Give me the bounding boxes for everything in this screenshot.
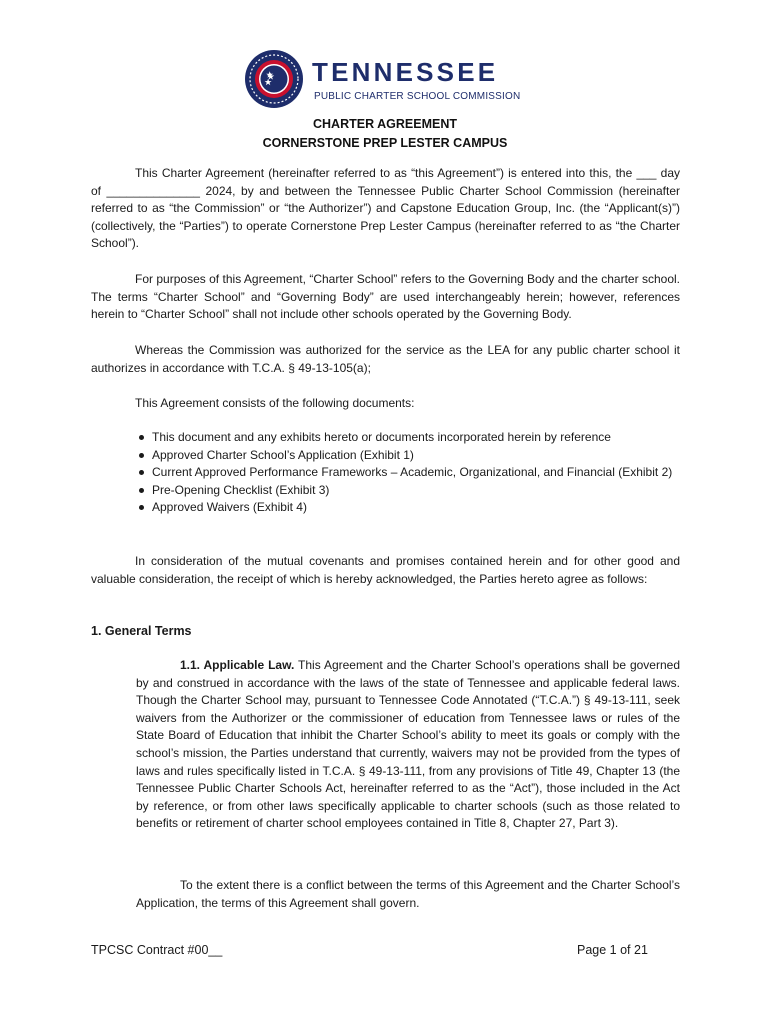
tennessee-seal-icon xyxy=(244,49,304,109)
document-subtitle: CORNERSTONE PREP LESTER CAMPUS xyxy=(262,136,508,150)
org-name: TENNESSEE xyxy=(312,57,499,87)
org-subtitle: PUBLIC CHARTER SCHOOL COMMISSION xyxy=(314,91,521,102)
conflict-clause: To the extent there is a conflict between the terms of this Agreement and the Charter School’s Application, the terms of this Agreement shall govern. xyxy=(136,878,680,910)
consideration-paragraph: In consideration of the mutual covenants and promises contained herein and for other good and valuable consideration, the receipt of which is hereby acknowledged, the Parties hereto agree as follows: xyxy=(91,554,680,586)
clause-applicable-law xyxy=(136,657,680,833)
section-title-general-terms: 1. General Terms xyxy=(91,624,192,638)
clause-label: 1.1. Applicable Law. xyxy=(180,658,295,672)
clause-body: This Agreement and the Charter School’s operations shall be governed by and construed in accordance with the laws of the state of Tennessee and applicable federal laws. Though the Charter School may, pursuant to Tennessee Code Annotated (“T.C.A.”) § 49-13-111, seek waivers from the Authorizer or the commissioner of education from Tennessee laws or rules of the State Board of Education that inhibit the Charter School’s ability to meet its goals or comply with the school’s mission, the Parties understand that currently, waivers may not be provided from the types of laws and rules specifically listed in T.C.A. § 49-13-111, from any provisions of Title 49, Chapter 13 (the Tennessee Public Charter Schools Act, hereinafter referred to as the “Act”), those included in the Act by reference, or from other laws specifically applicable to charter schools (such as those related to benefits or retirement of charter school employees contained in Title 8, Chapter 27, Part 3). xyxy=(136,658,680,831)
contract-id: TPCSC Contract #00__ xyxy=(91,943,223,957)
commission-logo xyxy=(244,49,534,109)
list-item: This document and any exhibits hereto or documents incorporated herein by reference xyxy=(152,429,698,447)
intro-paragraph: This Charter Agreement (hereinafter referred to as “this Agreement”) is entered into this, the ___ day of ______________ 2024, by and between the Tennessee Public Charter School Commission (hereinafter referred to as “the Commission” or “the Authorizer”) and Capstone Education Group, Inc. (the “Applicant(s)”) (collectively, the “Parties”) to operate Cornerstone Prep Lester Campus (hereinafter referred to as “the Charter School”). xyxy=(91,166,680,251)
documents-intro: This Agreement consists of the following documents: xyxy=(135,396,415,410)
list-item: Pre-Opening Checklist (Exhibit 3) xyxy=(152,482,698,500)
page-number: Page 1 of 21 xyxy=(577,943,648,957)
definition-paragraph: For purposes of this Agreement, “Charter School” refers to the Governing Body and the charter school. The terms “Charter School” and “Governing Body” are used interchangeably herein; however, references herein to “Charter School” shall not include other schools operated by the Governing Body. xyxy=(91,272,680,322)
list-item: Approved Charter School’s Application (Exhibit 1) xyxy=(152,447,698,465)
documents-list xyxy=(136,429,698,517)
whereas-paragraph: Whereas the Commission was authorized for the service as the LEA for any public charter school it authorizes in accordance with T.C.A. § 49-13-105(a); xyxy=(91,343,680,375)
document-title: CHARTER AGREEMENT xyxy=(313,117,457,131)
list-item: Current Approved Performance Frameworks – Academic, Organizational, and Financial (Exhibit 2) xyxy=(152,464,698,482)
list-item: Approved Waivers (Exhibit 4) xyxy=(152,499,698,517)
